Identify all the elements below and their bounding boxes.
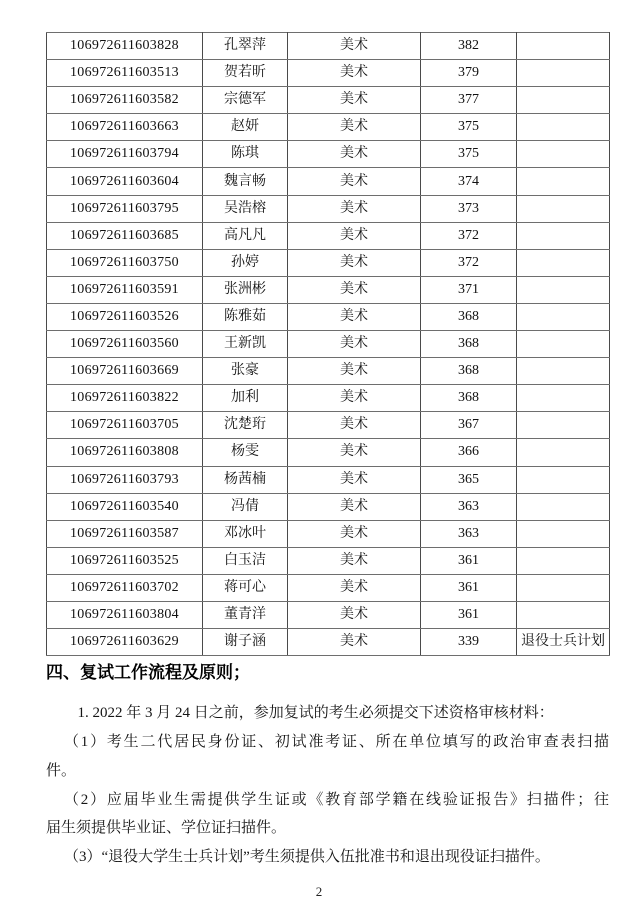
section-heading: 四、复试工作流程及原则； — [46, 663, 250, 683]
cell-note — [517, 303, 610, 330]
cell-id: 106972611603591 — [47, 276, 203, 303]
score-table-body — [47, 33, 610, 656]
cell-id: 106972611603525 — [47, 547, 203, 574]
cell-id: 106972611603513 — [47, 60, 203, 87]
body-text-line: （3）“退役大学生士兵计划”考生须提供入伍批准书和退出现役证扫描件。 — [64, 849, 550, 866]
cell-name: 贺若昕 — [203, 60, 288, 87]
body-text-line: （2）应届毕业生需提供学生证或《教育部学籍在线验证报告》扫描件；往 — [64, 791, 609, 808]
cell-name: 加利 — [203, 385, 288, 412]
cell-subject: 美术 — [288, 195, 421, 222]
cell-score: 375 — [421, 114, 517, 141]
cell-subject: 美术 — [288, 60, 421, 87]
cell-score: 377 — [421, 87, 517, 114]
cell-note — [517, 574, 610, 601]
cell-score: 371 — [421, 276, 517, 303]
table-row — [47, 303, 610, 330]
cell-note — [517, 276, 610, 303]
cell-id: 106972611603702 — [47, 574, 203, 601]
cell-id: 106972611603822 — [47, 385, 203, 412]
table-row — [47, 601, 610, 628]
cell-subject: 美术 — [288, 276, 421, 303]
cell-name: 沈楚珩 — [203, 412, 288, 439]
cell-name: 杨茜楠 — [203, 466, 288, 493]
cell-subject: 美术 — [288, 168, 421, 195]
cell-subject: 美术 — [288, 439, 421, 466]
table-row — [47, 629, 610, 656]
table-row — [47, 547, 610, 574]
cell-name: 陈琪 — [203, 141, 288, 168]
cell-name: 孔翠萍 — [203, 33, 288, 60]
cell-score: 372 — [421, 249, 517, 276]
cell-note — [517, 466, 610, 493]
cell-score: 373 — [421, 195, 517, 222]
cell-note — [517, 168, 610, 195]
table-row — [47, 520, 610, 547]
table-row — [47, 222, 610, 249]
cell-id: 106972611603540 — [47, 493, 203, 520]
cell-note — [517, 33, 610, 60]
cell-note — [517, 439, 610, 466]
cell-id: 106972611603793 — [47, 466, 203, 493]
cell-note — [517, 141, 610, 168]
cell-subject: 美术 — [288, 385, 421, 412]
cell-subject: 美术 — [288, 303, 421, 330]
cell-score: 361 — [421, 547, 517, 574]
cell-note — [517, 385, 610, 412]
table-row — [47, 574, 610, 601]
cell-name: 邓冰叶 — [203, 520, 288, 547]
candidate-score-table — [46, 32, 610, 656]
cell-note — [517, 87, 610, 114]
cell-name: 魏言畅 — [203, 168, 288, 195]
cell-name: 杨雯 — [203, 439, 288, 466]
cell-id: 106972611603663 — [47, 114, 203, 141]
cell-subject: 美术 — [288, 249, 421, 276]
cell-score: 363 — [421, 520, 517, 547]
cell-note — [517, 60, 610, 87]
table-row — [47, 358, 610, 385]
cell-id: 106972611603560 — [47, 331, 203, 358]
cell-id: 106972611603669 — [47, 358, 203, 385]
cell-subject: 美术 — [288, 33, 421, 60]
cell-score: 374 — [421, 168, 517, 195]
page-content — [46, 32, 609, 872]
cell-subject: 美术 — [288, 358, 421, 385]
table-row — [47, 87, 610, 114]
cell-name: 蒋可心 — [203, 574, 288, 601]
cell-id: 106972611603808 — [47, 439, 203, 466]
cell-score: 368 — [421, 385, 517, 412]
cell-note — [517, 249, 610, 276]
cell-subject: 美术 — [288, 114, 421, 141]
cell-subject: 美术 — [288, 601, 421, 628]
cell-score: 339 — [421, 629, 517, 656]
cell-score: 372 — [421, 222, 517, 249]
cell-id: 106972611603685 — [47, 222, 203, 249]
cell-subject: 美术 — [288, 222, 421, 249]
cell-name: 孙婷 — [203, 249, 288, 276]
cell-note — [517, 114, 610, 141]
cell-score: 367 — [421, 412, 517, 439]
cell-score: 368 — [421, 331, 517, 358]
table-row — [47, 114, 610, 141]
table-row — [47, 412, 610, 439]
cell-id: 106972611603582 — [47, 87, 203, 114]
cell-score: 366 — [421, 439, 517, 466]
cell-score: 361 — [421, 574, 517, 601]
cell-name: 吴浩榕 — [203, 195, 288, 222]
body-text-line: 届生须提供毕业证、学位证扫描件。 — [46, 820, 287, 837]
cell-subject: 美术 — [288, 547, 421, 574]
cell-subject: 美术 — [288, 466, 421, 493]
cell-name: 白玉洁 — [203, 547, 288, 574]
cell-score: 365 — [421, 466, 517, 493]
table-row — [47, 33, 610, 60]
table-row — [47, 493, 610, 520]
table-row — [47, 141, 610, 168]
cell-score: 368 — [421, 358, 517, 385]
cell-name: 张豪 — [203, 358, 288, 385]
cell-id: 106972611603750 — [47, 249, 203, 276]
table-row — [47, 385, 610, 412]
cell-subject: 美术 — [288, 141, 421, 168]
body-text-line: （1）考生二代居民身份证、初试准考证、所在单位填写的政治审查表扫描 — [64, 733, 609, 750]
cell-subject: 美术 — [288, 520, 421, 547]
cell-name: 王新凯 — [203, 331, 288, 358]
cell-subject: 美术 — [288, 629, 421, 656]
body-paragraphs — [46, 699, 609, 872]
cell-score: 363 — [421, 493, 517, 520]
cell-note — [517, 195, 610, 222]
cell-note — [517, 412, 610, 439]
cell-note: 退役士兵计划 — [517, 629, 610, 656]
cell-id: 106972611603629 — [47, 629, 203, 656]
cell-id: 106972611603804 — [47, 601, 203, 628]
table-row — [47, 466, 610, 493]
cell-id: 106972611603828 — [47, 33, 203, 60]
table-row — [47, 249, 610, 276]
cell-id: 106972611603794 — [47, 141, 203, 168]
cell-name: 谢子涵 — [203, 629, 288, 656]
cell-subject: 美术 — [288, 574, 421, 601]
body-text-line: 件。 — [46, 762, 77, 779]
cell-score: 379 — [421, 60, 517, 87]
cell-id: 106972611603795 — [47, 195, 203, 222]
cell-subject: 美术 — [288, 87, 421, 114]
cell-id: 106972611603705 — [47, 412, 203, 439]
cell-name: 冯倩 — [203, 493, 288, 520]
table-row — [47, 439, 610, 466]
cell-name: 陈雅茹 — [203, 303, 288, 330]
cell-name: 赵妍 — [203, 114, 288, 141]
table-row — [47, 168, 610, 195]
cell-score: 368 — [421, 303, 517, 330]
body-text-line: 1. 2022 年 3 月 24 日之前，参加复试的考生必须提交下述资格审核材料： — [77, 705, 554, 722]
cell-score: 375 — [421, 141, 517, 168]
cell-note — [517, 520, 610, 547]
table-row — [47, 276, 610, 303]
cell-id: 106972611603604 — [47, 168, 203, 195]
cell-name: 张洲彬 — [203, 276, 288, 303]
table-row — [47, 195, 610, 222]
cell-score: 361 — [421, 601, 517, 628]
table-row — [47, 331, 610, 358]
cell-name: 宗德军 — [203, 87, 288, 114]
table-row — [47, 60, 610, 87]
cell-note — [517, 358, 610, 385]
cell-subject: 美术 — [288, 412, 421, 439]
cell-id: 106972611603526 — [47, 303, 203, 330]
cell-name: 董青洋 — [203, 601, 288, 628]
cell-subject: 美术 — [288, 331, 421, 358]
cell-name: 高凡凡 — [203, 222, 288, 249]
cell-note — [517, 493, 610, 520]
cell-note — [517, 331, 610, 358]
cell-note — [517, 547, 610, 574]
page-number: 2 — [315, 884, 323, 898]
cell-subject: 美术 — [288, 493, 421, 520]
cell-note — [517, 601, 610, 628]
cell-id: 106972611603587 — [47, 520, 203, 547]
cell-note — [517, 222, 610, 249]
cell-score: 382 — [421, 33, 517, 60]
